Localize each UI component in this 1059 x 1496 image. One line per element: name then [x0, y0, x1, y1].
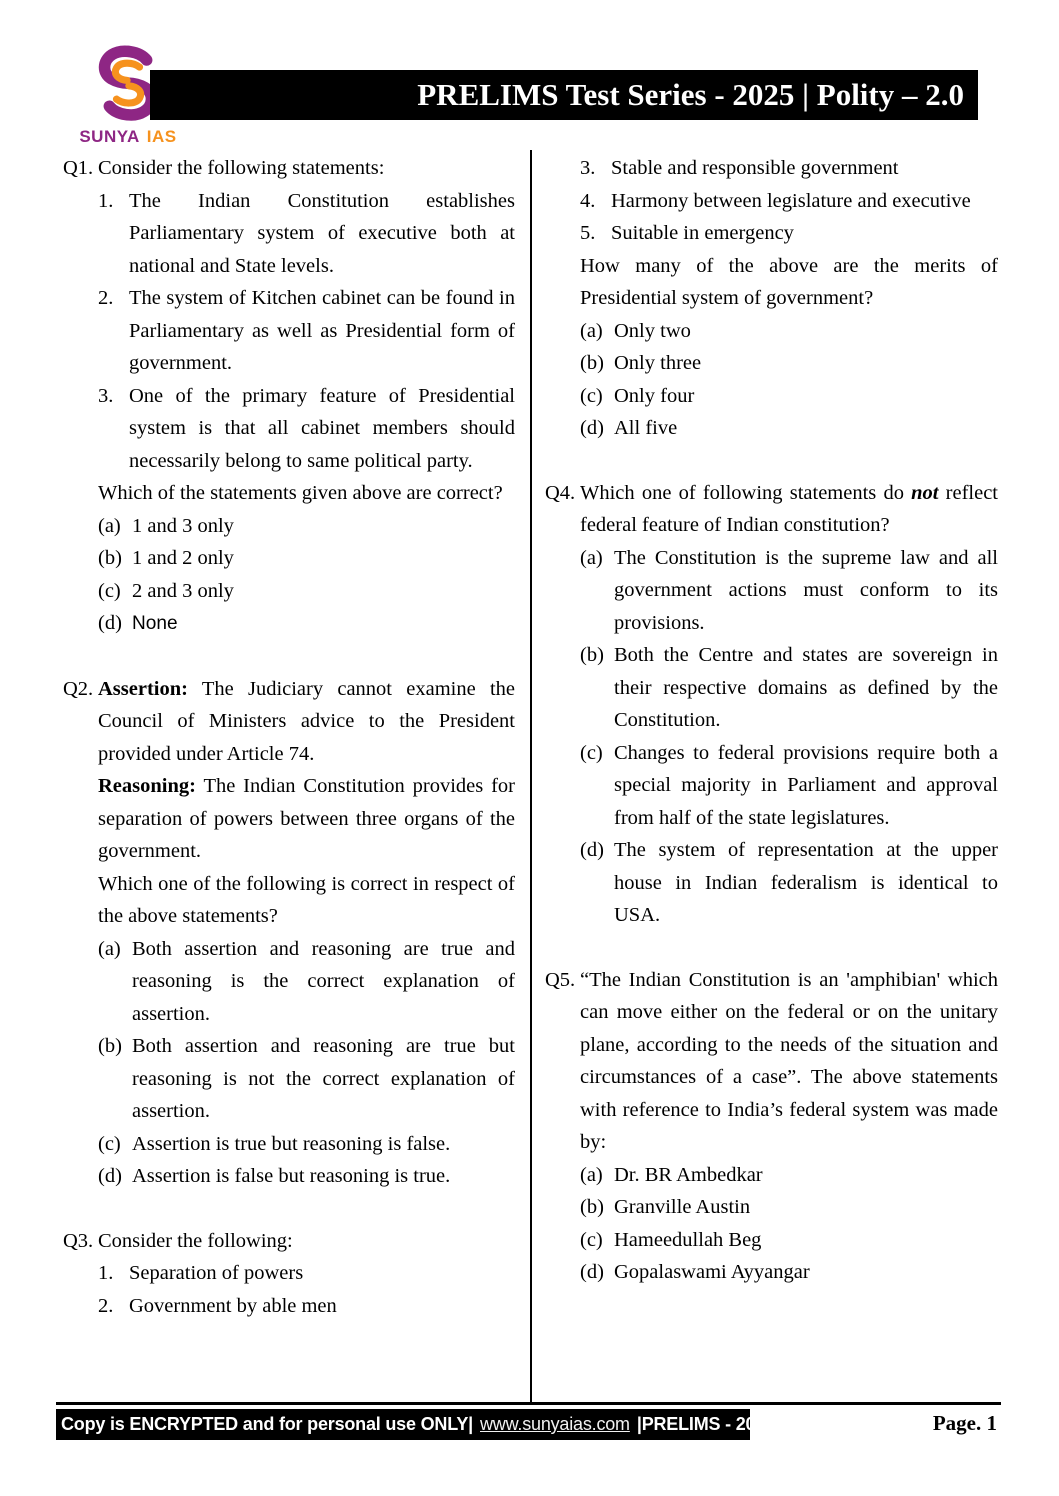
question-number: Q1.	[63, 157, 94, 179]
list-item-number: 2.	[98, 1294, 114, 1317]
text-run: Reasoning:	[98, 775, 196, 797]
question-paragraph	[98, 770, 515, 868]
left-column	[63, 152, 515, 1322]
question-paragraph	[580, 964, 998, 1159]
list-item-number: 1.	[98, 189, 114, 212]
option-label: (a)	[98, 937, 121, 960]
list-item	[580, 185, 998, 218]
list-item-number: 3.	[580, 157, 596, 179]
question-paragraph	[98, 477, 515, 510]
option-text	[614, 347, 998, 380]
option-text	[132, 933, 515, 1031]
copyright-notice: Copy is ENCRYPTED and for personal use ONLY|	[61, 1414, 473, 1434]
answer-option	[580, 737, 998, 835]
question-number: Q3.	[63, 1229, 94, 1252]
text-run: Which of the statements given above are correct?	[98, 482, 503, 504]
answer-option	[580, 412, 998, 445]
answer-option	[580, 542, 998, 640]
option-label: (c)	[580, 741, 603, 764]
text-run: not	[911, 481, 939, 504]
option-label: (c)	[580, 384, 603, 407]
text-run: Both assertion and reasoning are true but reasoning is not the correct explanation of assertion.	[132, 1035, 515, 1122]
text-run: Government by able men	[129, 1294, 337, 1317]
question-block	[63, 1225, 515, 1323]
question-block	[63, 152, 515, 641]
list-item-text	[611, 152, 998, 185]
list-item-text	[611, 217, 998, 250]
option-text	[614, 380, 998, 413]
text-run: Consider the following:	[98, 1229, 293, 1252]
question-block	[63, 673, 515, 1193]
question-paragraph	[580, 250, 998, 315]
text-run: reflect federal feature of Indian constitution?	[580, 481, 998, 536]
option-text	[614, 542, 998, 640]
option-label: (c)	[98, 1132, 121, 1155]
option-label: (d)	[580, 839, 604, 861]
list-item-number: 2.	[98, 287, 114, 309]
list-item-number: 1.	[98, 1262, 114, 1284]
list-item-text	[129, 1290, 515, 1323]
list-item	[98, 282, 515, 380]
option-label: (d)	[580, 417, 604, 439]
text-run: Changes to federal provisions require both a special majority in Parliament and approval from half of the state legislatures.	[614, 741, 998, 829]
text-run: The Indian Constitution provides for separation of powers between three organs of the government.	[98, 775, 515, 862]
answer-option	[98, 1160, 515, 1193]
text-run: Which one of following statements do	[580, 481, 912, 504]
option-label: (c)	[98, 579, 121, 602]
option-text	[614, 1224, 998, 1257]
footer-rule	[56, 1402, 1001, 1405]
option-text	[614, 639, 998, 737]
question-paragraph	[98, 1225, 515, 1258]
text-run: How many of the above are the merits of Presidential system of government?	[580, 254, 998, 309]
option-label: (d)	[98, 1165, 122, 1187]
list-item-text	[129, 282, 515, 380]
answer-option	[580, 380, 998, 413]
text-run: One of the primary feature of Presidential system is that all cabinet members should necessarily belong to same political party.	[129, 384, 515, 472]
list-item	[580, 217, 998, 250]
option-text	[132, 542, 515, 575]
question-number: Q4.	[545, 481, 576, 504]
text-run: The Indian Constitution establishes Parliamentary system of executive both at national and State levels.	[129, 189, 515, 277]
text-run: Separation of powers	[129, 1262, 304, 1284]
answer-option	[98, 607, 515, 641]
answer-option	[580, 347, 998, 380]
answer-option	[580, 1256, 998, 1289]
option-label: (b)	[98, 547, 122, 569]
question-number: Q2.	[63, 677, 94, 700]
question-paragraph	[98, 673, 515, 771]
answer-option	[98, 510, 515, 543]
option-text	[132, 607, 515, 641]
brand-wordmark	[68, 127, 188, 147]
option-label: (a)	[580, 319, 603, 342]
text-run: Only four	[614, 384, 695, 407]
text-run: Hameedullah Beg	[614, 1228, 762, 1251]
option-label: (a)	[580, 1163, 603, 1186]
option-text	[614, 1159, 998, 1192]
text-run: 1 and 2 only	[132, 547, 234, 569]
question-number: Q5.	[545, 968, 576, 991]
text-run: “The Indian Constitution is an 'amphibian' which can move either on the federal or on the unitary plane, according to the needs of the situation and circumstances of a case”. The above statements with reference to India’s federal system was made by:	[580, 968, 998, 1153]
list-item-number: 5.	[580, 222, 596, 244]
text-run: Both assertion and reasoning are true and reasoning is the correct explanation of assertion.	[132, 937, 515, 1025]
option-label: (d)	[580, 1261, 604, 1283]
list-item-text	[129, 1257, 515, 1290]
question-paragraph	[98, 152, 515, 185]
list-item-text	[129, 380, 515, 478]
list-item-number: 3.	[98, 384, 114, 407]
right-column	[545, 152, 998, 1289]
option-text	[614, 737, 998, 835]
option-text	[614, 412, 998, 445]
answer-option	[580, 1159, 998, 1192]
text-run: Only three	[614, 352, 702, 374]
text-run: Granville Austin	[614, 1196, 751, 1218]
option-label: (d)	[98, 612, 122, 634]
list-item-text	[611, 185, 998, 218]
answer-option	[580, 1191, 998, 1224]
option-text	[132, 1160, 515, 1193]
text-run: Harmony between legislature and executive	[611, 189, 971, 212]
question-paragraph	[580, 477, 998, 542]
option-label: (b)	[98, 1035, 122, 1057]
list-item	[98, 1290, 515, 1323]
brand-sunya: SUNYA	[79, 127, 140, 146]
answer-option	[98, 933, 515, 1031]
brand-ias: IAS	[146, 127, 177, 146]
option-text	[132, 510, 515, 543]
text-run: None	[132, 613, 178, 634]
text-run: Consider the following statements:	[98, 157, 385, 179]
text-run: 2 and 3 only	[132, 579, 234, 602]
website-link[interactable]: www.sunyaias.com	[480, 1414, 630, 1434]
option-label: (a)	[98, 514, 121, 537]
option-text	[132, 1030, 515, 1128]
title-bar	[150, 70, 978, 120]
text-run: Assertion:	[98, 677, 188, 700]
list-item	[98, 380, 515, 478]
option-label: (c)	[580, 1228, 603, 1251]
list-item	[98, 185, 515, 283]
question-block	[545, 964, 998, 1289]
text-run: Assertion is false but reasoning is true.	[132, 1165, 451, 1187]
option-label: (b)	[580, 352, 604, 374]
answer-option	[98, 1030, 515, 1128]
list-item	[98, 1257, 515, 1290]
answer-option	[98, 542, 515, 575]
text-run: Suitable in emergency	[611, 222, 794, 244]
text-run: Stable and responsible government	[611, 157, 899, 179]
text-run: Both the Centre and states are sovereign in their respective domains as defined by the Constitution.	[614, 644, 998, 731]
text-run: All five	[614, 417, 678, 439]
page-number: Page. 1	[932, 1411, 997, 1435]
list-item-text	[129, 185, 515, 283]
text-run: Dr. BR Ambedkar	[614, 1163, 763, 1186]
text-run: Which one of the following is correct in respect of the above statements?	[98, 872, 515, 927]
text-run: Gopalaswami Ayyangar	[614, 1261, 810, 1283]
answer-option	[98, 575, 515, 608]
option-label: (b)	[580, 1196, 604, 1218]
text-run: Only two	[614, 319, 691, 342]
option-label: (b)	[580, 644, 604, 666]
text-run: The Judiciary cannot examine the Council of Ministers advice to the President provided under Article 74.	[98, 677, 515, 765]
text-run: 1 and 3 only	[132, 514, 234, 537]
text-run: The system of representation at the upper house in Indian federalism is identical to USA.	[614, 839, 998, 926]
answer-option	[580, 1224, 998, 1257]
list-item-number: 4.	[580, 189, 596, 212]
option-text	[614, 315, 998, 348]
answer-option	[580, 639, 998, 737]
question-block	[545, 477, 998, 932]
option-text	[614, 1191, 998, 1224]
footer-bar	[56, 1409, 775, 1440]
question-continuation	[545, 152, 998, 445]
option-text	[614, 1256, 998, 1289]
page-title: PRELIMS Test Series - 2025 | Polity – 2.0	[417, 77, 964, 112]
question-paragraph	[98, 868, 515, 933]
text-run: The Constitution is the supreme law and all government actions must conform to its provisions.	[614, 546, 998, 634]
footer-series-label: |PRELIMS - 2025	[636, 1414, 775, 1434]
text-run: Assertion is true but reasoning is false.	[132, 1132, 451, 1155]
option-text	[614, 834, 998, 932]
text-run: The system of Kitchen cabinet can be found in Parliamentary as well as Presidential form of government.	[129, 287, 515, 374]
list-item	[580, 152, 998, 185]
option-label: (a)	[580, 546, 603, 569]
option-text	[132, 575, 515, 608]
column-divider	[530, 150, 532, 1402]
answer-option	[580, 834, 998, 932]
answer-option	[98, 1128, 515, 1161]
option-text	[132, 1128, 515, 1161]
answer-option	[580, 315, 998, 348]
